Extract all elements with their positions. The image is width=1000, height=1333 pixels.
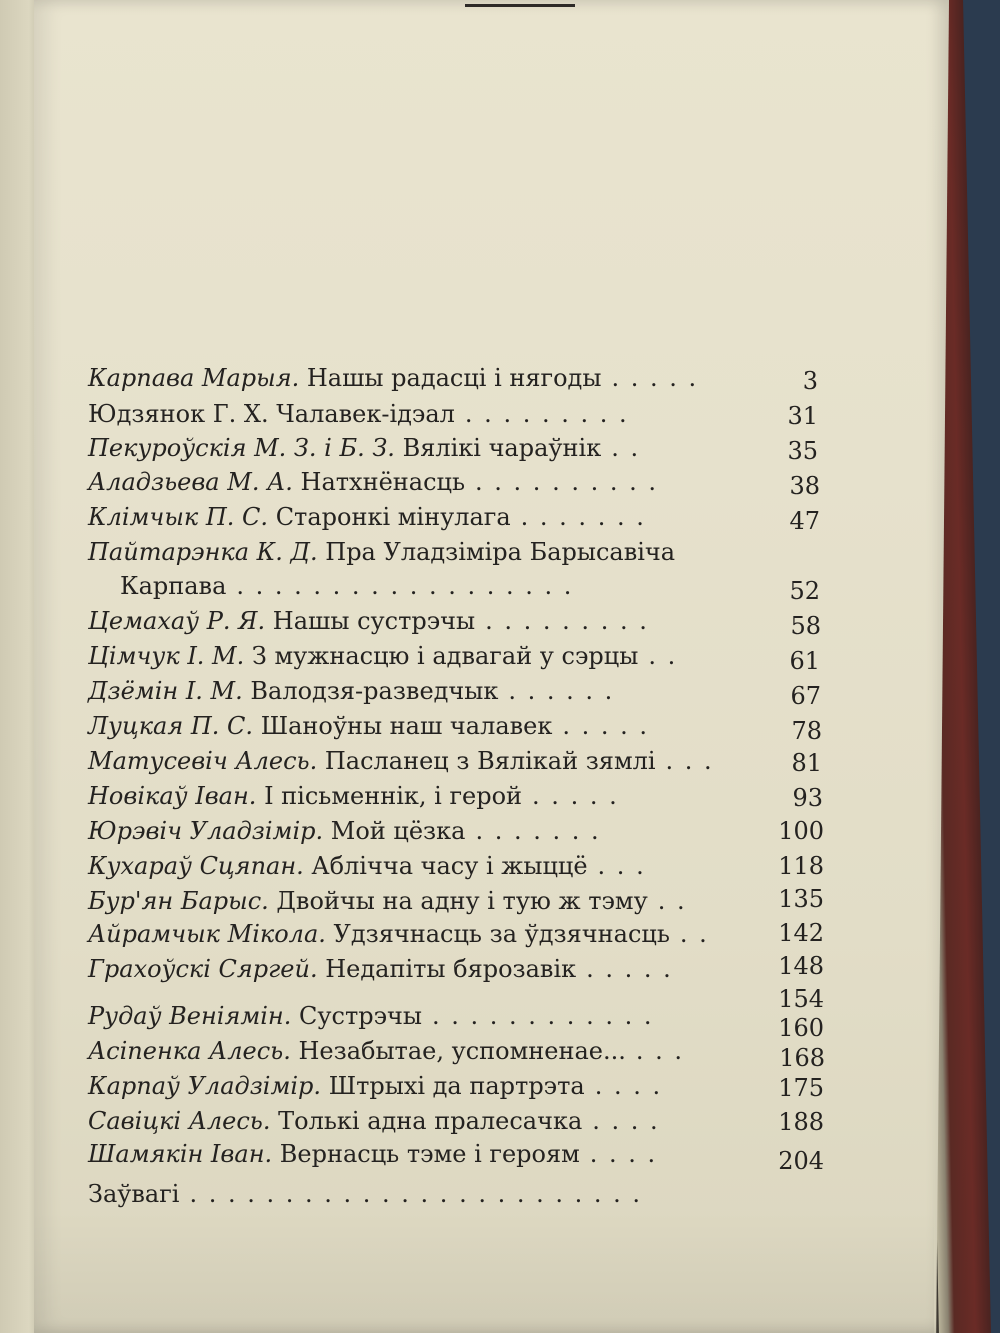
toc-entry — [88, 850, 646, 882]
toc-page-number: 31 — [787, 402, 818, 430]
toc-dot-leader: . . . . . — [532, 782, 619, 810]
toc-author: Юрэвіч Уладзімір. — [88, 817, 324, 845]
toc-author: Айрамчык Мікола. — [88, 920, 326, 948]
toc-dot-leader: . . . — [635, 1037, 685, 1065]
toc-title: Вернасць тэме і героям — [279, 1140, 580, 1168]
toc-entry — [88, 1070, 662, 1102]
toc-title: Вялікі чараўнік — [402, 434, 602, 462]
toc-entry — [88, 918, 709, 950]
toc-entry — [88, 1000, 653, 1032]
toc-page-number: 154 — [778, 985, 824, 1013]
toc-author: Шамякін Іван. — [88, 1140, 273, 1168]
toc-page-number: 142 — [778, 919, 824, 947]
toc-entry — [88, 398, 629, 430]
toc-title: Двойчы на адну і тую ж тэму — [276, 887, 648, 915]
toc-dot-leader: . . . . . . — [508, 677, 615, 705]
toc-page-number: 188 — [778, 1108, 824, 1136]
toc-author: Бур'ян Барыс. — [88, 887, 269, 915]
toc-entry — [88, 536, 675, 568]
toc-dot-leader: . . . . . . . . . . — [475, 468, 658, 496]
toc-dot-leader: . . . . — [592, 1107, 660, 1135]
toc-title: Карпава — [120, 572, 227, 600]
toc-title: Удзячнасць за ўдзячнасць — [333, 920, 670, 948]
toc-entry — [88, 1178, 642, 1210]
toc-title: Штрыхі да партрэта — [328, 1072, 585, 1100]
toc-title: Незабытае, успомненае... — [298, 1037, 626, 1065]
toc-dot-leader: . . . — [597, 852, 646, 880]
toc-page-number: 204 — [778, 1147, 824, 1175]
toc-author: Аладзьева М. А. — [88, 468, 293, 496]
toc-author: Савіцкі Алесь. — [88, 1107, 271, 1135]
toc-entry — [88, 953, 673, 985]
toc-entry — [88, 780, 619, 812]
toc-author: Клімчык П. С. — [88, 503, 269, 531]
toc-entry — [88, 466, 658, 498]
toc-author: Дзёмін І. М. — [88, 677, 243, 705]
toc-title: І пісьменнік, і герой — [264, 782, 523, 810]
toc-page-number: 93 — [792, 784, 823, 812]
toc-dot-leader: . . . . . . . . . — [485, 607, 649, 635]
toc-author: Новікаў Іван. — [88, 782, 257, 810]
toc-dot-leader: . . — [648, 642, 678, 670]
toc-title: Чалавек-ідэал — [276, 400, 455, 428]
toc-title: Недапіты бярозавік — [325, 955, 577, 983]
toc-entry — [88, 815, 601, 847]
toc-page-number: 61 — [789, 647, 820, 675]
toc-page-number: 58 — [790, 612, 821, 640]
toc-page-number: 135 — [778, 885, 824, 913]
toc-page-number: 118 — [778, 852, 824, 880]
toc-author: Грахоўскі Сяргей. — [88, 955, 318, 983]
toc-dot-leader: . . — [679, 920, 709, 948]
toc-entry — [88, 362, 698, 394]
toc-page-number: 78 — [791, 717, 822, 745]
toc-title: Нашы сустрэчы — [272, 607, 476, 635]
toc-page-number: 35 — [787, 437, 818, 465]
toc-entry — [88, 501, 646, 533]
toc-page-number: 168 — [779, 1044, 825, 1072]
toc-dot-leader: . . . . . . . . . — [464, 400, 629, 428]
toc-page-number: 175 — [778, 1074, 824, 1102]
toc-page-number: 52 — [789, 577, 820, 605]
toc-page-number: 160 — [778, 1014, 824, 1042]
toc-author: Луцкая П. С. — [88, 712, 254, 740]
toc-author: Юдзянок Г. Х. — [88, 400, 269, 428]
toc-author: Пайтарэнка К. Д. — [88, 538, 318, 566]
toc-page-number: 67 — [790, 682, 821, 710]
toc-entry — [88, 710, 649, 742]
toc-dot-leader: . . — [611, 434, 641, 462]
toc-entry — [88, 675, 614, 707]
toc-author: Цімчук І. М. — [88, 642, 245, 670]
toc-dot-leader: . . — [657, 887, 687, 915]
toc-title: Толькі адна пралесачка — [278, 1107, 583, 1135]
toc-dot-leader: . . . . . — [611, 364, 699, 392]
toc-entry — [88, 605, 649, 637]
toc-entry — [88, 1035, 684, 1067]
toc-author: Матусевіч Алесь. — [88, 747, 318, 775]
toc-page-number: 148 — [778, 952, 824, 980]
toc-entry — [88, 640, 677, 672]
toc-title: Шаноўны наш чалавек — [260, 712, 553, 740]
toc-title: З мужнасцю і адвагай у сэрцы — [251, 642, 639, 670]
toc-author: Карпаў Уладзімір. — [88, 1072, 322, 1100]
toc-entry — [88, 1138, 657, 1170]
toc-dot-leader: . . . . . . . — [520, 503, 646, 531]
toc-title: Пасланец з Вялікай зямлі — [324, 747, 656, 775]
toc-author: Кухараў Сцяпан. — [88, 852, 304, 880]
toc-dot-leader: . . . . . . . . . . . . . . . . . . — [236, 572, 574, 600]
toc-entry — [88, 1105, 660, 1137]
toc-entry — [120, 570, 573, 602]
toc-title: Сустрэчы — [299, 1002, 422, 1030]
toc-title: Пра Уладзіміра Барысавіча — [325, 538, 676, 566]
toc-page-number: 3 — [802, 367, 818, 395]
toc-title: Заўвагі — [88, 1180, 180, 1208]
toc-dot-leader: . . . . . . . . . . . . — [432, 1002, 654, 1030]
toc-title: Аблічча часу і жыццё — [311, 852, 588, 880]
toc-title: Старонкі мінулага — [275, 503, 511, 531]
toc-author: Карпава Марыя. — [88, 364, 300, 392]
toc-title: Натхнёнасць — [300, 468, 466, 496]
toc-author: Цемахаў Р. Я. — [88, 607, 266, 635]
toc-page-number: 38 — [789, 472, 820, 500]
toc-dot-leader: . . . . . — [586, 955, 673, 983]
toc-dot-leader: . . . . . . . — [475, 817, 601, 845]
toc-title: Мой цёзка — [330, 817, 466, 845]
toc-dot-leader: . . . . . . . . . . . . . . . . . . . . . . . . — [189, 1180, 643, 1208]
toc-entry — [88, 885, 687, 917]
toc-page-number: 47 — [789, 507, 820, 535]
toc-page-number: 100 — [778, 817, 824, 845]
toc-page-number: 81 — [791, 749, 822, 777]
toc-dot-leader: . . . . — [589, 1140, 658, 1168]
toc-title: Нашы радасці і нягоды — [306, 364, 602, 392]
toc-author: Рудаў Веніямін. — [88, 1002, 292, 1030]
toc-author: Асіпенка Алесь. — [88, 1037, 291, 1065]
toc-title: Валодзя-разведчык — [250, 677, 499, 705]
toc-author: Пекуроўскія М. З. і Б. З. — [88, 434, 395, 462]
toc-dot-leader: . . . — [665, 747, 714, 775]
toc-entry — [88, 432, 640, 464]
toc-dot-leader: . . . . — [594, 1072, 663, 1100]
toc-dot-leader: . . . . . — [562, 712, 650, 740]
toc-entry — [88, 745, 714, 777]
